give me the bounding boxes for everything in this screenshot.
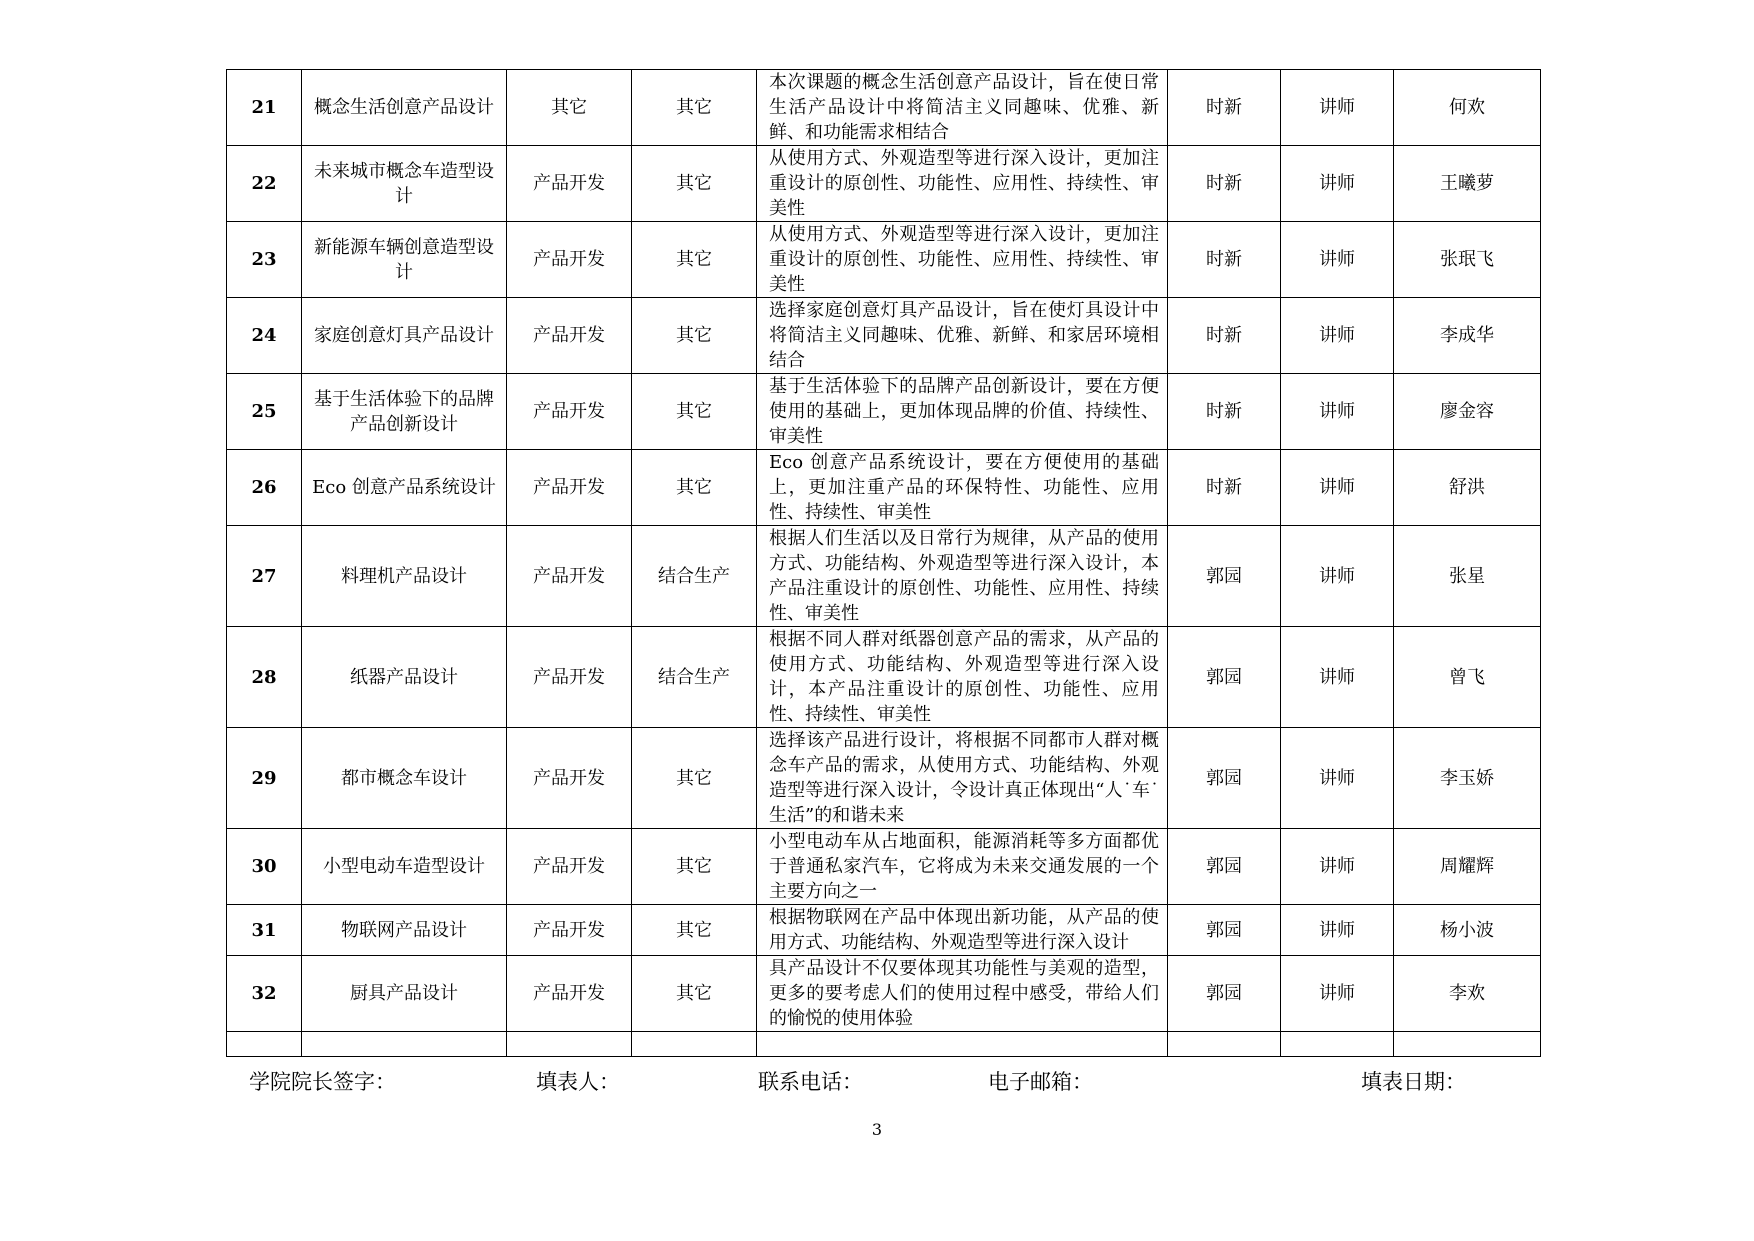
topic-name: 基于生活体验下的品牌产品创新设计: [302, 374, 507, 450]
topic-type: 产品开发: [507, 829, 632, 905]
teacher-name: 王曦萝: [1394, 146, 1541, 222]
topic-description: 根据物联网在产品中体现出新功能，从产品的使用方式、功能结构、外观造型等进行深入设计: [757, 905, 1168, 956]
teacher-name: 何欢: [1394, 70, 1541, 146]
topic-source: 结合生产: [632, 627, 757, 728]
teacher-name: 周耀辉: [1394, 829, 1541, 905]
topic-description: 本次课题的概念生活创意产品设计，旨在使日常生活产品设计中将简洁主义同趣味、优雅、新鲜、和功能需求相结合: [757, 70, 1168, 146]
topic-type: 产品开发: [507, 222, 632, 298]
row-number: 25: [227, 374, 302, 450]
email-label: 电子邮箱：: [988, 1070, 1093, 1094]
topic-type: 产品开发: [507, 728, 632, 829]
empty-table-row: [227, 1032, 1541, 1057]
topic-source: 其它: [632, 829, 757, 905]
topic-type: 产品开发: [507, 905, 632, 956]
table-row: [227, 70, 1541, 146]
row-number: 26: [227, 450, 302, 526]
teacher-name: 廖金容: [1394, 374, 1541, 450]
topic-source: 其它: [632, 728, 757, 829]
teacher-title: 讲师: [1281, 146, 1394, 222]
topic-description: 根据人们生活以及日常行为规律，从产品的使用方式、功能结构、外观造型等进行深入设计，本产品注重设计的原创性、功能性、应用性、持续性、审美性: [757, 526, 1168, 627]
date-label: 填表日期：: [1361, 1070, 1466, 1094]
unit: 时新: [1168, 222, 1281, 298]
teacher-title: 讲师: [1281, 298, 1394, 374]
empty-cell: [1394, 1032, 1541, 1057]
teacher-name: 张星: [1394, 526, 1541, 627]
topic-source: 其它: [632, 70, 757, 146]
topic-source: 结合生产: [632, 526, 757, 627]
table-body: [227, 70, 1541, 1057]
topic-table: [226, 69, 1541, 1057]
unit: 郭园: [1168, 627, 1281, 728]
table-row: [227, 956, 1541, 1032]
topic-source: 其它: [632, 956, 757, 1032]
dean-signature-label: 学院院长签字：: [249, 1070, 396, 1094]
topic-name: 厨具产品设计: [302, 956, 507, 1032]
teacher-title: 讲师: [1281, 374, 1394, 450]
row-number: 31: [227, 905, 302, 956]
table-row: [227, 728, 1541, 829]
table-row: [227, 905, 1541, 956]
topic-name: 物联网产品设计: [302, 905, 507, 956]
empty-cell: [302, 1032, 507, 1057]
table-row: [227, 627, 1541, 728]
unit: 郭园: [1168, 956, 1281, 1032]
topic-description: 选择该产品进行设计，将根据不同都市人群对概念车产品的需求，从使用方式、功能结构、外观造型等进行深入设计，令设计真正体现出“人˙车˙生活”的和谐未来: [757, 728, 1168, 829]
unit: 时新: [1168, 146, 1281, 222]
unit: 郭园: [1168, 728, 1281, 829]
unit: 时新: [1168, 450, 1281, 526]
teacher-title: 讲师: [1281, 526, 1394, 627]
row-number: 23: [227, 222, 302, 298]
topic-type: 产品开发: [507, 526, 632, 627]
empty-cell: [507, 1032, 632, 1057]
empty-cell: [632, 1032, 757, 1057]
topic-description: 具产品设计不仅要体现其功能性与美观的造型，更多的要考虑人们的使用过程中感受，带给人们的愉悦的使用体验: [757, 956, 1168, 1032]
topic-type: 产品开发: [507, 956, 632, 1032]
table-row: [227, 526, 1541, 627]
topic-description: 选择家庭创意灯具产品设计，旨在使灯具设计中将简洁主义同趣味、优雅、新鲜、和家居环境相结合: [757, 298, 1168, 374]
row-number: 32: [227, 956, 302, 1032]
teacher-title: 讲师: [1281, 728, 1394, 829]
topic-source: 其它: [632, 298, 757, 374]
teacher-name: 李欢: [1394, 956, 1541, 1032]
topic-type: 产品开发: [507, 298, 632, 374]
topic-type: 产品开发: [507, 627, 632, 728]
empty-cell: [1168, 1032, 1281, 1057]
phone-label: 联系电话：: [758, 1070, 863, 1094]
topic-source: 其它: [632, 905, 757, 956]
table-row: [227, 298, 1541, 374]
topic-type: 产品开发: [507, 146, 632, 222]
topic-name: 纸器产品设计: [302, 627, 507, 728]
teacher-name: 曾飞: [1394, 627, 1541, 728]
row-number: 28: [227, 627, 302, 728]
topic-type: 产品开发: [507, 450, 632, 526]
topic-name: 都市概念车设计: [302, 728, 507, 829]
unit: 郭园: [1168, 526, 1281, 627]
unit: 郭园: [1168, 829, 1281, 905]
topic-description: 从使用方式、外观造型等进行深入设计，更加注重设计的原创性、功能性、应用性、持续性、审美性: [757, 146, 1168, 222]
empty-cell: [1281, 1032, 1394, 1057]
empty-cell: [227, 1032, 302, 1057]
row-number: 24: [227, 298, 302, 374]
topic-source: 其它: [632, 450, 757, 526]
topic-name: 料理机产品设计: [302, 526, 507, 627]
topic-type: 产品开发: [507, 374, 632, 450]
teacher-title: 讲师: [1281, 829, 1394, 905]
topic-description: 小型电动车从占地面积，能源消耗等多方面都优于普通私家汽车，它将成为未来交通发展的一个主要方向之一: [757, 829, 1168, 905]
topic-description: 从使用方式、外观造型等进行深入设计，更加注重设计的原创性、功能性、应用性、持续性、审美性: [757, 222, 1168, 298]
teacher-title: 讲师: [1281, 956, 1394, 1032]
row-number: 29: [227, 728, 302, 829]
teacher-title: 讲师: [1281, 450, 1394, 526]
table-row: [227, 222, 1541, 298]
teacher-title: 讲师: [1281, 905, 1394, 956]
topic-name: 家庭创意灯具产品设计: [302, 298, 507, 374]
teacher-title: 讲师: [1281, 222, 1394, 298]
row-number: 22: [227, 146, 302, 222]
empty-cell: [757, 1032, 1168, 1057]
unit: 时新: [1168, 70, 1281, 146]
unit: 时新: [1168, 374, 1281, 450]
topic-name: 未来城市概念车造型设计: [302, 146, 507, 222]
row-number: 21: [227, 70, 302, 146]
teacher-title: 讲师: [1281, 70, 1394, 146]
topic-description: 根据不同人群对纸器创意产品的需求，从产品的使用方式、功能结构、外观造型等进行深入设计，本产品注重设计的原创性、功能性、应用性、持续性、审美性: [757, 627, 1168, 728]
topic-description: 基于生活体验下的品牌产品创新设计，要在方便使用的基础上，更加体现品牌的价值、持续性、审美性: [757, 374, 1168, 450]
teacher-name: 李成华: [1394, 298, 1541, 374]
teacher-name: 张珉飞: [1394, 222, 1541, 298]
topic-source: 其它: [632, 146, 757, 222]
topic-type: 其它: [507, 70, 632, 146]
topic-source: 其它: [632, 374, 757, 450]
topic-name: Eco 创意产品系统设计: [302, 450, 507, 526]
unit: 时新: [1168, 298, 1281, 374]
unit: 郭园: [1168, 905, 1281, 956]
table-row: [227, 146, 1541, 222]
page-number: 3: [871, 1120, 883, 1139]
topic-name: 概念生活创意产品设计: [302, 70, 507, 146]
topic-source: 其它: [632, 222, 757, 298]
topic-description: Eco 创意产品系统设计，要在方便使用的基础上，更加注重产品的环保特性、功能性、应用性、持续性、审美性: [757, 450, 1168, 526]
teacher-name: 舒洪: [1394, 450, 1541, 526]
teacher-title: 讲师: [1281, 627, 1394, 728]
table-row: [227, 829, 1541, 905]
teacher-name: 李玉娇: [1394, 728, 1541, 829]
row-number: 27: [227, 526, 302, 627]
row-number: 30: [227, 829, 302, 905]
topic-name: 小型电动车造型设计: [302, 829, 507, 905]
filler-label: 填表人：: [536, 1070, 620, 1094]
table-row: [227, 374, 1541, 450]
topic-name: 新能源车辆创意造型设计: [302, 222, 507, 298]
table-row: [227, 450, 1541, 526]
teacher-name: 杨小波: [1394, 905, 1541, 956]
